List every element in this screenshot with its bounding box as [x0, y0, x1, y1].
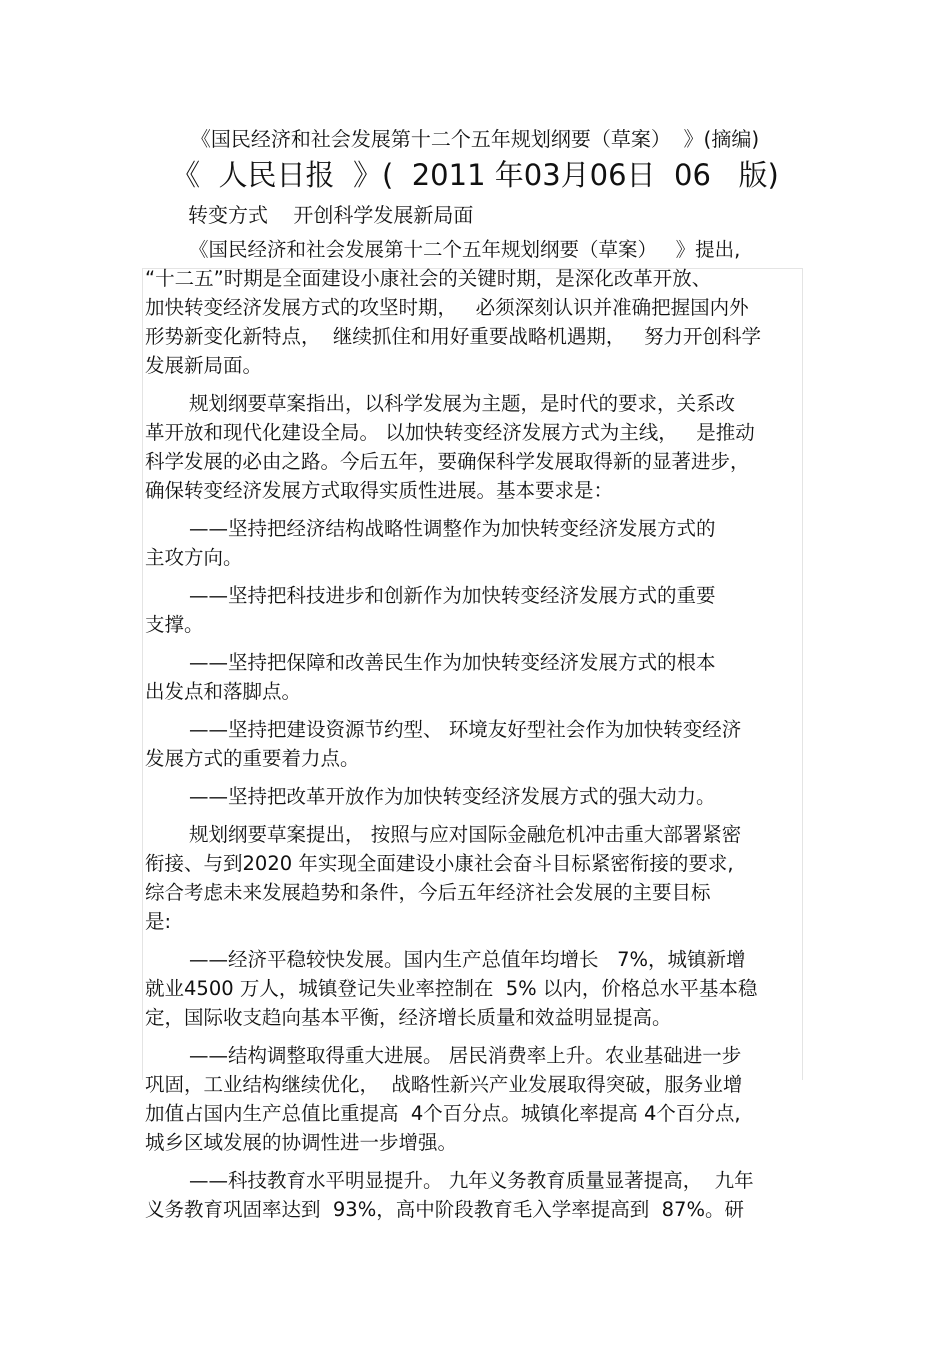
- text-line: 发展新局面。: [145, 354, 263, 377]
- paragraph: [145, 782, 805, 811]
- paragraph: [145, 1041, 805, 1157]
- text-line: 城乡区域发展的协调性进一步增强。: [145, 1131, 458, 1154]
- text-line: 出发点和落脚点。: [145, 680, 302, 703]
- text-line: “十二五”时期是全面建设小康社会的关键时期，是深化改革开放、: [145, 267, 712, 290]
- text-line: 形势新变化新特点， 继续抓住和用好重要战略机遇期， 努力开创科学: [145, 325, 761, 348]
- text-line: 科学发展的必由之路。今后五年，要确保科学发展取得新的显著进步，: [145, 450, 750, 473]
- text-line: 巩固，工业结构继续优化， 战略性新兴产业发展取得突破，服务业增: [145, 1073, 743, 1096]
- paragraph: [145, 389, 805, 505]
- paragraph: [145, 235, 805, 380]
- text-line: ——科技教育水平明显提升。 九年义务教育质量显著提高， 九年: [189, 1169, 754, 1192]
- text-line: 规划纲要草案指出，以科学发展为主题，是时代的要求，关系改: [189, 392, 736, 415]
- text-line: 衔接、与到2020 年实现全面建设小康社会奋斗目标紧密衔接的要求,: [145, 852, 734, 875]
- text-line: 综合考虑未来发展趋势和条件，今后五年经济社会发展的主要目标: [145, 881, 711, 904]
- paragraph: [145, 514, 805, 572]
- paragraph: [145, 945, 805, 1032]
- text-line: 规划纲要草案提出， 按照与应对国际金融危机冲击重大部署紧密: [189, 823, 742, 846]
- paragraph: [145, 715, 805, 773]
- text-line: ——结构调整取得重大进展。 居民消费率上升。农业基础进一步: [189, 1044, 742, 1067]
- text-line: 是:: [145, 910, 172, 933]
- paragraph: [145, 820, 805, 936]
- text-line: 就业4500 万人，城镇登记失业率控制在 5% 以内，价格总水平基本稳: [145, 977, 758, 1000]
- text-line: 确保转变经济发展方式取得实质性进展。基本要求是：: [145, 479, 614, 502]
- paragraph: [145, 1166, 805, 1224]
- paragraph: [145, 581, 805, 639]
- text-line: ——坚持把改革开放作为加快转变经济发展方式的强大动力。: [189, 785, 716, 808]
- text-line: 加值占国内生产总值比重提高 4个百分点。城镇化率提高 4个百分点,: [145, 1102, 741, 1125]
- document-title: 《国民经济和社会发展第十二个五年规划纲要（草案） 》(摘编): [190, 127, 760, 151]
- text-line: 加快转变经济发展方式的攻坚时期， 必须深刻认识并准确把握国内外: [145, 296, 749, 319]
- text-line: ——坚持把保障和改善民生作为加快转变经济发展方式的根本: [189, 651, 716, 674]
- text-line: 发展方式的重要着力点。: [145, 747, 360, 770]
- document-source: 《 人民日报 》( 2011 年03月06日 06 版): [171, 158, 779, 192]
- document-body: [145, 235, 805, 1233]
- text-line: ——经济平稳较快发展。国内生产总值年均增长 7%，城镇新增: [189, 948, 746, 971]
- paragraph: [145, 648, 805, 706]
- text-line: ——坚持把建设资源节约型、 环境友好型社会作为加快转变经济: [189, 718, 742, 741]
- text-line: 定，国际收支趋向基本平衡，经济增长质量和效益明显提高。: [145, 1006, 672, 1029]
- text-line: ——坚持把经济结构战略性调整作为加快转变经济发展方式的: [189, 517, 716, 540]
- text-line: 革开放和现代化建设全局。 以加快转变经济发展方式为主线， 是推动: [145, 421, 755, 444]
- text-line: 支撑。: [145, 613, 204, 636]
- text-line: 义务教育巩固率达到 93%，高中阶段教育毛入学率提高到 87%。研: [145, 1198, 744, 1221]
- section-heading: 转变方式 开创科学发展新局面: [188, 203, 474, 227]
- text-line: 《国民经济和社会发展第十二个五年规划纲要（草案） 》提出,: [189, 238, 741, 261]
- text-line: 主攻方向。: [145, 546, 243, 569]
- text-line: ——坚持把科技进步和创新作为加快转变经济发展方式的重要: [189, 584, 716, 607]
